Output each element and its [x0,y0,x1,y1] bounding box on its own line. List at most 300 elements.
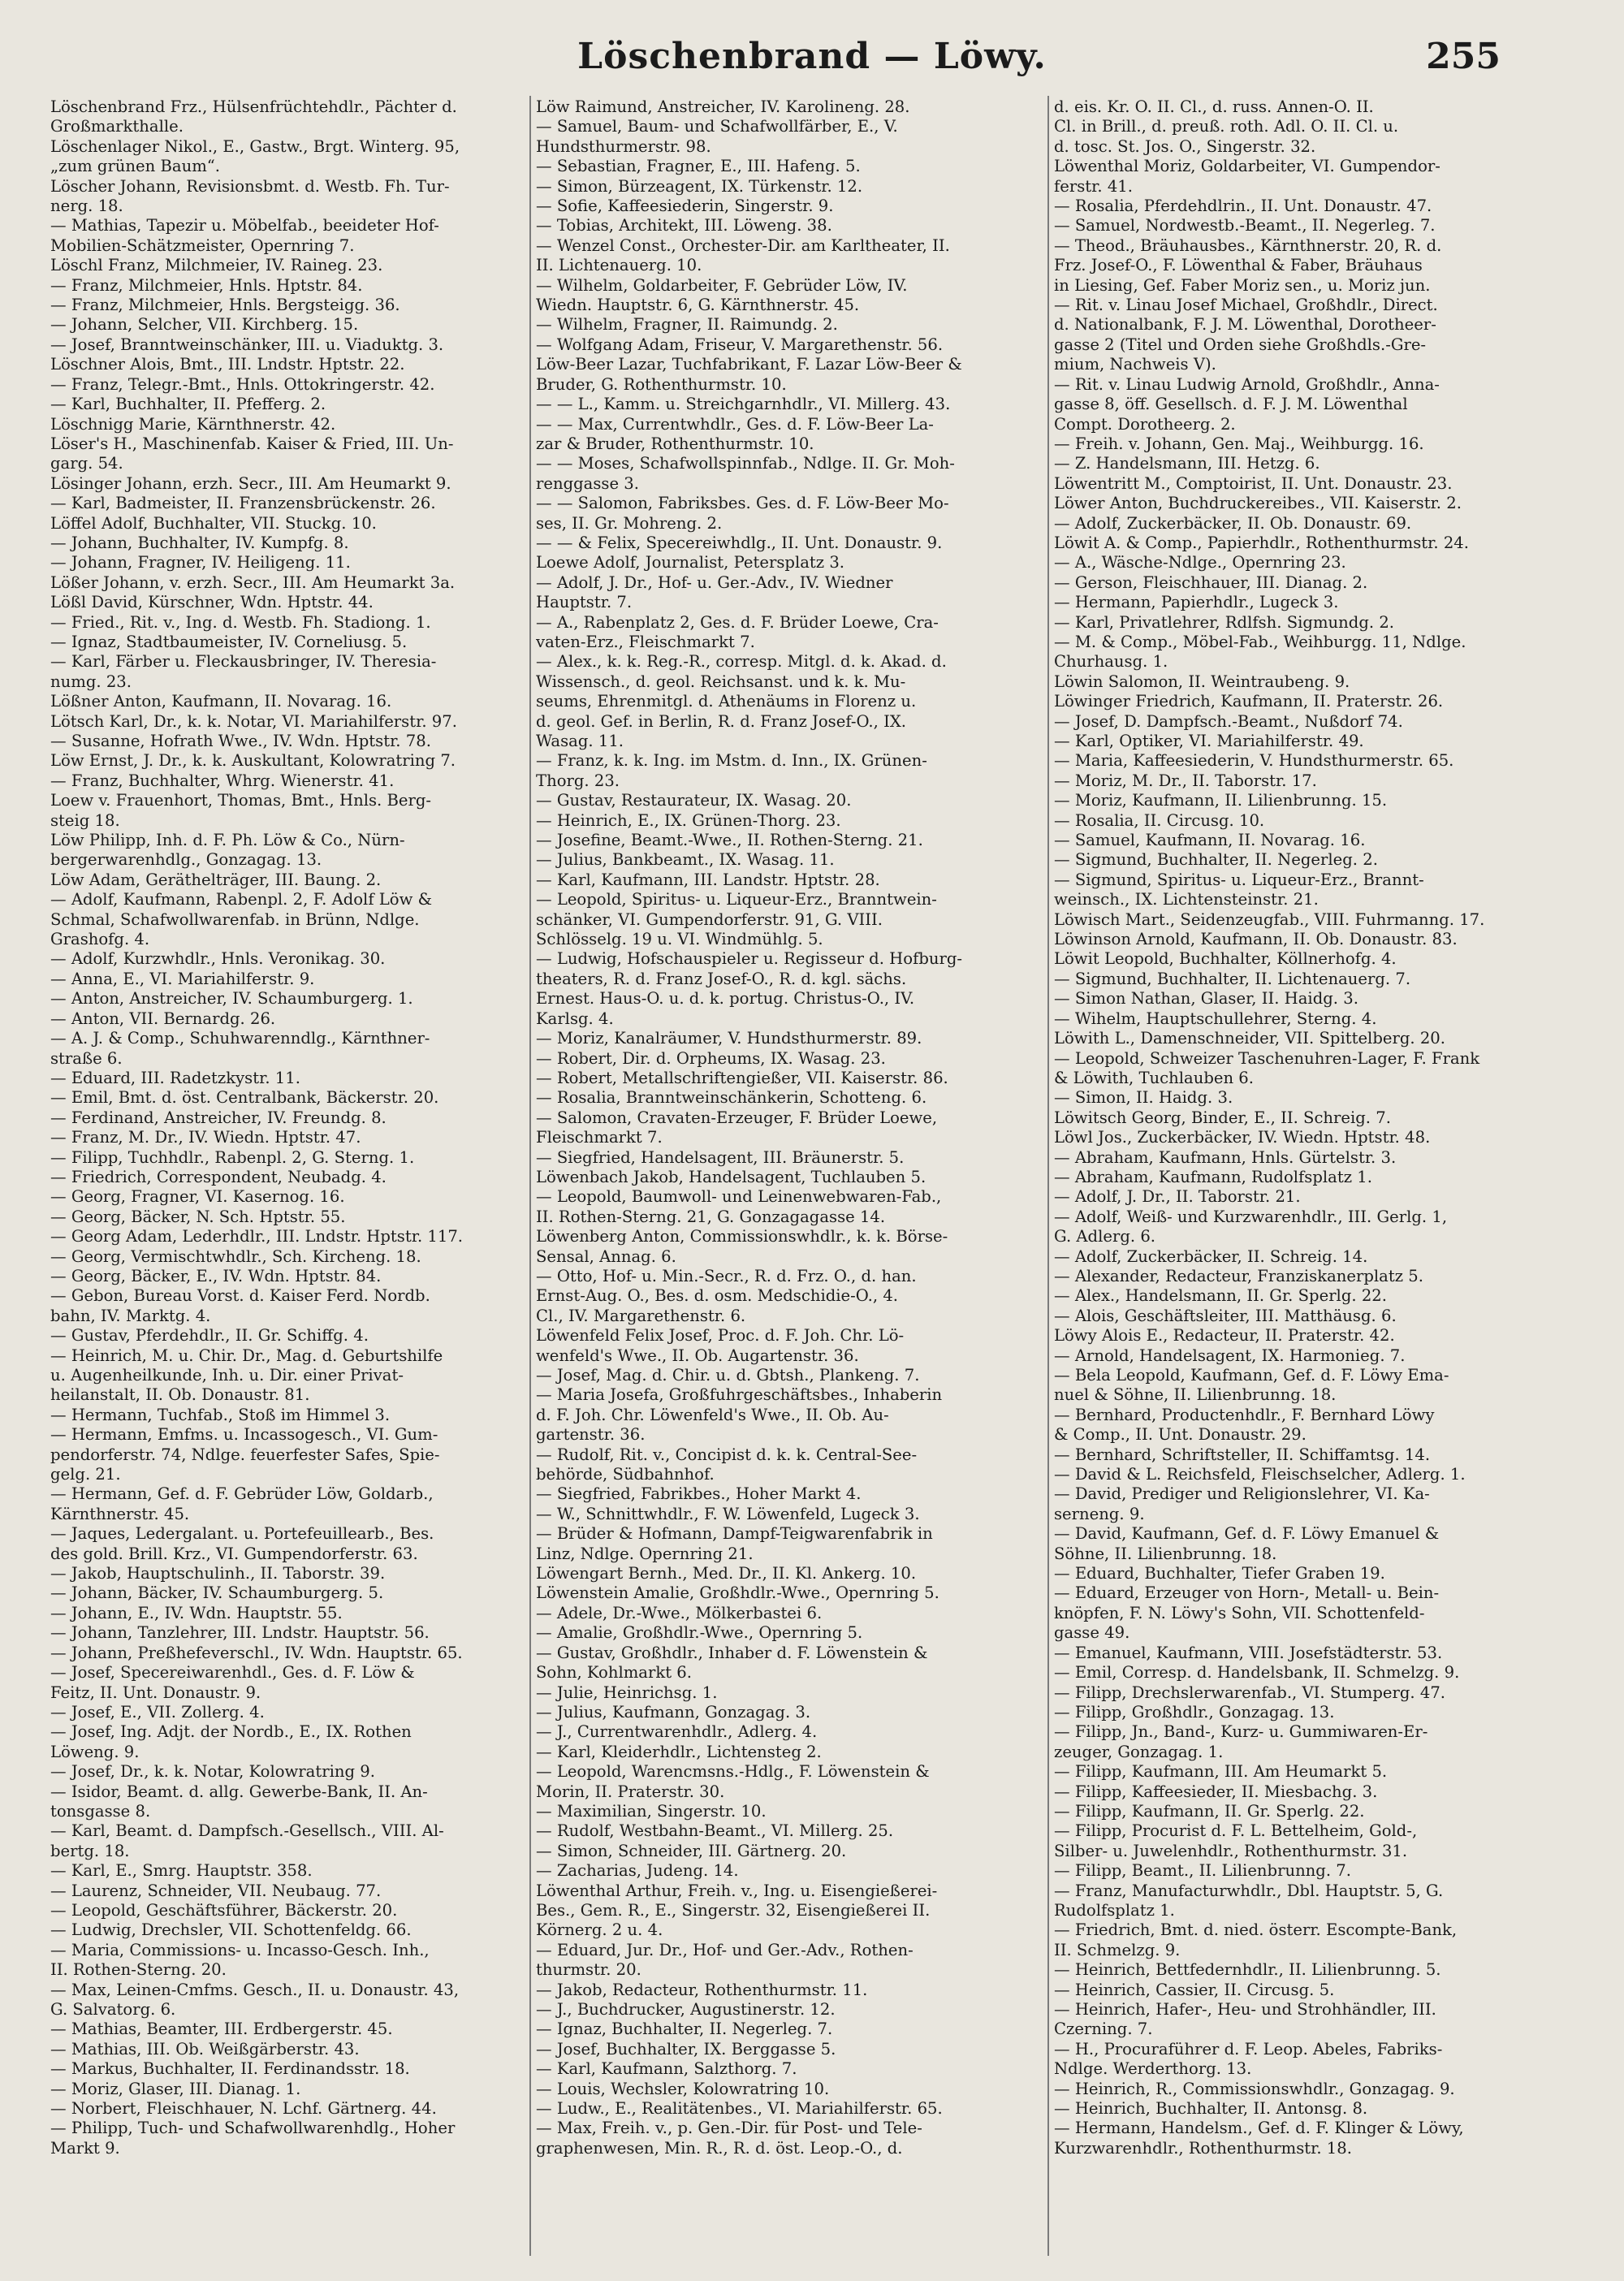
directory-entry-line: — Jaques, Ledergalant. u. Portefeuillearb., Bes. [50,1524,434,1544]
directory-entry-line: Löwit A. & Comp., Papierhdlr., Rothenthurmstr. 24. [1054,533,1469,552]
directory-entry-line: — Karl, Buchhalter, II. Pfefferg. 2. [50,395,326,414]
directory-entry-line: — Georg Adam, Lederhdlr., III. Lndstr. Hptstr. 117. [50,1227,464,1246]
directory-entry-line: Morin, II. Praterstr. 30. [536,1782,725,1801]
directory-entry-line: — Salomon, Cravaten-Erzeuger, F. Brüder Loewe, [536,1108,938,1127]
directory-entry-line: Löwinson Arnold, Kaufmann, II. Ob. Donaustr. 83. [1054,930,1458,949]
directory-entry-line: heilanstalt, II. Ob. Donaustr. 81. [50,1385,310,1405]
directory-entry-line: — Georg, Bäcker, E., IV. Wdn. Hptstr. 84. [50,1266,382,1285]
directory-entry-line: Löser's H., Maschinenfab. Kaiser & Fried, III. Un- [50,434,454,453]
directory-entry-line: Ernst-Aug. O., Bes. d. osm. Medschidie-O., 4. [536,1286,899,1306]
directory-entry-line: wenfeld's Wwe., II. Ob. Augartenstr. 36. [536,1346,859,1365]
directory-entry-line: — W., Schnittwhdlr., F. W. Löwenfeld, Lugeck 3. [536,1504,920,1523]
directory-entry-line: — Heinrich, E., IX. Grünen-Thorg. 23. [536,810,841,830]
directory-entry-line: Löwenstein Amalie, Großhdlr.-Wwe., Opernring 5. [536,1583,939,1603]
directory-entry-line: Ernest. Haus-O. u. d. k. portug. Christus-O., IV. [536,989,915,1009]
directory-entry-line: — Siegfried, Handelsagent, III. Bräunerstr. 5. [536,1147,905,1167]
directory-entry-line: — Rosalia, Branntweinschänkerin, Schotteng. 6. [536,1088,927,1108]
directory-entry-line: — Karl, Kaufmann, Salzthorg. 7. [536,2059,797,2079]
directory-entry-line: — Sigmund, Spiritus- u. Liqueur-Erz., Brannt- [1054,870,1424,889]
directory-entry-line: — Heinrich, R., Commissionswhdlr., Gonzagag. 9. [1054,2079,1455,2098]
directory-entry-line: — Adolf, Zuckerbäcker, II. Ob. Donaustr. 69. [1054,513,1412,533]
directory-entry-line: — Filipp, Procurist d. F. L. Bettelheim, Gold-, [1054,1821,1418,1841]
directory-entry-line: — Friedrich, Correspondent, Neubadg. 4. [50,1167,387,1186]
directory-entry-line: — Arnold, Handelsagent, IX. Harmonieg. 7. [1054,1346,1406,1365]
directory-entry-line: d. F. Joh. Chr. Löwenfeld's Wwe., II. Ob. Au- [536,1405,889,1424]
directory-entry-line: — Julius, Kaufmann, Gonzagag. 3. [536,1702,811,1722]
directory-entry-line: Lößer Johann, v. erzh. Secr., III. Am Heumarkt 3a. [50,572,456,592]
directory-entry-line: — Eduard, III. Radetzkystr. 11. [50,1068,300,1087]
directory-entry-line: Löwitsch Georg, Binder, E., II. Schreig. 7. [1054,1108,1391,1127]
directory-entry-line: — Josefine, Beamt.-Wwe., II. Rothen-Sterng. 21. [536,831,923,850]
directory-entry-line: Bes., Gem. R., E., Singerstr. 32, Eisengießerei II. [536,1900,931,1920]
directory-entry-line: Löwer Anton, Buchdruckereibes., VII. Kaiserstr. 2. [1054,494,1462,513]
directory-entry-line: — Eduard, Jur. Dr., Hof- und Ger.-Adv., Rothen- [536,1940,914,1959]
directory-entry-line: Rudolfsplatz 1. [1054,1900,1175,1920]
directory-entry-line: numg. 23. [50,672,132,691]
directory-entry-line: — Moriz, Glaser, III. Dianag. 1. [50,2079,301,2098]
directory-entry-line: — Hermann, Papierhdlr., Lugeck 3. [1054,593,1339,612]
directory-entry-line: — Simon, Schneider, III. Gärtnerg. 20. [536,1841,847,1860]
directory-entry-line: mium, Nachweis V). [1054,355,1216,374]
directory-entry-line: Löw Raimund, Anstreicher, IV. Karolineng. 28. [536,97,910,116]
directory-entry-line: Löschnigg Marie, Kärnthnerstr. 42. [50,414,336,434]
directory-entry-line: — Maria, Commissions- u. Incasso-Gesch. Inh., [50,1940,430,1959]
directory-entry-line: — Johann, Preßhefeverschl., IV. Wdn. Hauptstr. 65. [50,1643,463,1662]
directory-entry-line: — Josef, Ing. Adjt. der Nordb., E., IX. Rothen [50,1722,412,1742]
directory-entry-line: Schmal, Schafwollwarenfab. in Brünn, Ndlge. [50,909,420,929]
directory-entry-line: Löwentritt M., Comptoirist, II. Unt. Donaustr. 23. [1054,473,1453,493]
directory-entry-line: — Josef, Branntweinschänker, III. u. Viaduktg. 3. [50,335,444,354]
directory-entry-line: — Jakob, Hauptschulinh., II. Taborstr. 39. [50,1564,386,1583]
directory-entry-line: Lößl David, Kürschner, Wdn. Hptstr. 44. [50,593,374,612]
directory-entry-line: — Simon, Bürzeagent, IX. Türkenstr. 12. [536,176,863,196]
directory-entry-line: d. geol. Gef. in Berlin, R. d. Franz Josef-O., IX. [536,711,907,731]
directory-entry-line: — Gustav, Pferdehdlr., II. Gr. Schiffg. 4. [50,1326,369,1346]
directory-entry-line: — Karl, Beamt. d. Dampfsch.-Gesellsch., VIII. Al- [50,1821,444,1841]
directory-entry-line: — Tobias, Architekt, III. Löweng. 38. [536,216,832,235]
directory-entry-line: — Mathias, III. Ob. Weißgärberstr. 43. [50,2039,360,2059]
directory-entry-line: — Ludwig, Hofschauspieler u. Regisseur d. Hofburg- [536,949,963,969]
directory-entry-line: — Georg, Bäcker, N. Sch. Hptstr. 55. [50,1207,346,1226]
directory-entry-line: — Karl, E., Smrg. Hauptstr. 358. [50,1861,313,1881]
directory-entry-line: gelg. 21. [50,1465,121,1484]
directory-entry-line: vaten-Erz., Fleischmarkt 7. [536,632,755,651]
directory-entry-line: — Leopold, Geschäftsführer, Bäckerstr. 20. [50,1900,398,1920]
directory-entry-line: — Wilhelm, Goldarbeiter, F. Gebrüder Löw, IV. [536,275,908,295]
directory-entry-line: — Alex., k. k. Reg.-R., corresp. Mitgl. d. k. Akad. d. [536,652,947,672]
directory-entry-line: — Anton, Anstreicher, IV. Schaumburgerg. 1. [50,989,413,1009]
directory-entry-line: — Johann, E., IV. Wdn. Hauptstr. 55. [50,1603,343,1622]
directory-entry-line: — Amalie, Großhdlr.-Wwe., Opernring 5. [536,1623,863,1643]
directory-entry-line: nerg. 18. [50,197,123,216]
directory-entry-line: Löwenbach Jakob, Handelsagent, Tuchlauben 5. [536,1167,926,1186]
directory-entry-line: — Heinrich, Hafer-, Heu- und Strohhändler, III. [1054,2000,1436,2019]
directory-entry-line: — H., Procuraführer d. F. Leop. Abeles, Fabriks- [1054,2039,1443,2059]
directory-entry-line: Czerning. 7. [1054,2020,1153,2039]
directory-entry-line: — Freih. v. Johann, Gen. Maj., Weihburgg. 16. [1054,434,1424,453]
directory-entry-line: weinsch., IX. Lichtensteinstr. 21. [1054,890,1319,909]
directory-entry-line: & Comp., II. Unt. Donaustr. 29. [1054,1425,1307,1445]
directory-entry-line: — Adele, Dr.-Wwe., Mölkerbastei 6. [536,1603,823,1622]
directory-entry-line: — Sigmund, Buchhalter, II. Lichtenauerg. 7. [1054,969,1411,988]
directory-entry-line: II. Lichtenauerg. 10. [536,256,702,275]
directory-entry-line: zeuger, Gonzagag. 1. [1054,1742,1224,1761]
directory-entry-line: — Heinrich, Buchhalter, II. Antonsg. 8. [1054,2099,1368,2119]
directory-entry-line: — Heinrich, M. u. Chir. Dr., Mag. d. Geburtshilfe [50,1346,443,1365]
directory-entry-line: — — & Felix, Specereiwhdlg., II. Unt. Donaustr. 9. [536,533,943,552]
directory-entry-line: Löw Adam, Geräthelträger, III. Baung. 2. [50,870,382,889]
directory-entry-line: nuel & Söhne, II. Lilienbrunng. 18. [1054,1385,1337,1405]
directory-entry-line: — Samuel, Nordwestb.-Beamt., II. Negerleg. 7. [1054,216,1436,235]
directory-entry-line: Wiedn. Hauptstr. 6, G. Kärnthnerstr. 45. [536,296,860,315]
directory-entry-line: G. Adlerg. 6. [1054,1227,1156,1246]
directory-entry-line: — Jakob, Redacteur, Rothenthurmstr. 11. [536,1980,868,1999]
directory-entry-line: bergerwarenhdlg., Gonzagag. 13. [50,850,322,870]
directory-entry-line: — Susanne, Hofrath Wwe., IV. Wdn. Hptstr. 78. [50,732,431,750]
directory-entry-line: seums, Ehrenmitgl. d. Athenäums in Florenz u. [536,692,917,711]
directory-entry-line: & Löwith, Tuchlauben 6. [1054,1068,1254,1087]
directory-entry-line: — Filipp, Jn., Band-, Kurz- u. Gummiwaren-Er- [1054,1722,1428,1742]
directory-entry-line: — Johann, Fragner, IV. Heiligeng. 11. [50,553,351,572]
directory-entry-line: Großmarkthalle. [50,117,184,136]
directory-entry-line: — — Max, Currentwhdlr., Ges. d. F. Löw-Beer La- [536,414,934,434]
directory-entry-line: serneng. 9. [1054,1504,1145,1523]
directory-entry-line: — Simon Nathan, Glaser, II. Haidg. 3. [1054,989,1358,1009]
directory-entry-line: — Sebastian, Fragner, E., III. Hafeng. 5. [536,157,861,176]
directory-entry-line: Karlsg. 4. [536,1009,614,1028]
directory-entry-line: — Johann, Selcher, VII. Kirchberg. 15. [50,315,359,335]
directory-entry-line: — Gustav, Restaurateur, IX. Wasag. 20. [536,791,852,810]
directory-entry-line: Löffel Adolf, Buchhalter, VII. Stuckg. 10. [50,513,377,533]
directory-entry-line: Grashofg. 4. [50,930,150,949]
directory-entry-line: Löwit Leopold, Buchhalter, Köllnerhofg. 4. [1054,949,1397,969]
directory-entry-line: — Wolfgang Adam, Friseur, V. Margarethenstr. 56. [536,335,944,354]
directory-entry-line: — Johann, Tanzlehrer, III. Lndstr. Hauptstr. 56. [50,1623,430,1643]
directory-entry-line: garg. 54. [50,454,123,473]
directory-entry-line: d. Nationalbank, F. J. M. Löwenthal, Dorotheer- [1054,315,1436,335]
directory-entry-line: theaters, R. d. Franz Josef-O., R. d. kgl. sächs. [536,969,907,988]
directory-entry-line: — Norbert, Fleischhauer, N. Lchf. Gärtnerg. 44. [50,2099,437,2119]
directory-entry-line: — Bela Leopold, Kaufmann, Gef. d. F. Löwy Ema- [1054,1366,1449,1385]
directory-column-1 [50,97,513,2257]
directory-entry-line: — Karl, Optiker, VI. Mariahilferstr. 49. [1054,732,1364,750]
directory-entry-line: — Laurenz, Schneider, VII. Neubaug. 77. [50,1881,382,1900]
page-header [0,36,1624,93]
directory-entry-line: — Gustav, Großhdlr., Inhaber d. F. Löwenstein & [536,1643,928,1662]
directory-entry-line: — Josef, D. Dampfsch.-Beamt., Nußdorf 74. [1054,711,1403,731]
directory-entry-line: — M. & Comp., Möbel-Fab., Weihburgg. 11, Ndlge. [1054,632,1466,651]
directory-entry-line: — Filipp, Großhdlr., Gonzagag. 13. [1054,1702,1335,1722]
directory-entry-line: Löwenfeld Felix Josef, Proc. d. F. Joh. Chr. Lö- [536,1326,905,1346]
directory-entry-line: — A. J. & Comp., Schuhwarenndlg., Kärnthner- [50,1029,430,1048]
directory-entry-line: — J., Buchdrucker, Augustinerstr. 12. [536,2000,836,2019]
directory-entry-line: — David & L. Reichsfeld, Fleischselcher, Adlerg. 1. [1054,1465,1466,1484]
directory-entry-line: — Ludw., E., Realitätenbes., VI. Mariahilferstr. 65. [536,2099,943,2119]
directory-entry-line: — Josef, Dr., k. k. Notar, Kolowratring 9. [50,1762,375,1782]
directory-entry-line: — Rit. v. Linau Ludwig Arnold, Großhdlr., Anna- [1054,374,1440,394]
directory-entry-line: Löwith L., Damenschneider, VII. Spittelberg. 20. [1054,1029,1445,1048]
directory-entry-line: bertg. 18. [50,1841,130,1860]
directory-entry-line: Löwenberg Anton, Commissionswhdlr., k. k. Börse- [536,1227,948,1246]
directory-entry-line: — Josef, Specereiwarenhdl., Ges. d. F. Löw & [50,1663,415,1683]
directory-entry-line: — Rosalia, II. Circusg. 10. [1054,810,1265,830]
directory-entry-line: — Leopold, Spiritus- u. Liqueur-Erz., Branntwein- [536,890,937,909]
directory-entry-line: Feitz, II. Unt. Donaustr. 9. [50,1683,261,1702]
directory-entry-line: — Franz, M. Dr., IV. Wiedn. Hptstr. 47. [50,1128,361,1147]
directory-entry-line: — Z. Handelsmann, III. Hetzg. 6. [1054,454,1320,473]
directory-entry-line: Löschl Franz, Milchmeier, IV. Raineg. 23. [50,256,383,275]
directory-entry-line: gartenstr. 36. [536,1425,646,1445]
directory-entry-line: in Liesing, Gef. Faber Moriz sen., u. Moriz jun. [1054,275,1431,295]
column-divider [529,96,531,2256]
directory-entry-line: Cl., IV. Margarethenstr. 6. [536,1306,746,1325]
directory-entry-line: — Wihelm, Hauptschullehrer, Sterng. 4. [1054,1009,1377,1028]
directory-entry-line: gasse 8, öff. Gesellsch. d. F. J. M. Löwenthal [1054,395,1408,414]
directory-entry-line: — Rosalia, Pferdehdlrin., II. Unt. Donaustr. 47. [1054,197,1432,216]
directory-entry-line: — Theod., Bräuhausbes., Kärnthnerstr. 20, R. d. [1054,235,1442,255]
directory-entry-line: — Leopold, Baumwoll- und Leinenwebwaren-Fab., [536,1187,942,1207]
directory-entry-line: — Emil, Bmt. d. öst. Centralbank, Bäckerstr. 20. [50,1088,439,1108]
directory-entry-line: Löwin Salomon, II. Weintraubeng. 9. [1054,672,1350,691]
directory-entry-line: — A., Rabenplatz 2, Ges. d. F. Brüder Loewe, Cra- [536,612,939,632]
directory-entry-line: — Max, Leinen-Cmfms. Gesch., II. u. Donaustr. 43, [50,1980,460,1999]
directory-entry-line: — Isidor, Beamt. d. allg. Gewerbe-Bank, II. An- [50,1782,428,1801]
directory-entry-line: — Emanuel, Kaufmann, VIII. Josefstädterstr. 53. [1054,1643,1443,1662]
directory-entry-line: — Maria Josefa, Großfuhrgeschäftsbes., Inhaberin [536,1385,943,1405]
directory-entry-line: des gold. Brill. Krz., VI. Gumpendorferstr. 63. [50,1544,418,1563]
directory-entry-line: Löscher Johann, Revisionsbmt. d. Westb. Fh. Tur- [50,176,450,196]
directory-entry-line: — Max, Freih. v., p. Gen.-Dir. für Post- und Tele- [536,2119,922,2138]
directory-column-2 [536,97,1056,2257]
directory-entry-line: — Josef, Buchhalter, IX. Berggasse 5. [536,2039,836,2059]
directory-column-3 [1054,97,1541,2257]
directory-entry-line: — Simon, II. Haidg. 3. [1054,1088,1233,1108]
directory-entry-line: Löwl Jos., Zuckerbäcker, IV. Wiedn. Hptstr. 48. [1054,1128,1431,1147]
directory-entry-line: Linz, Ndlge. Opernring 21. [536,1544,754,1563]
directory-entry-line: — Karl, Privatlehrer, Rdlfsh. Sigmundg. 2. [1054,612,1395,632]
directory-entry-line: — Ignaz, Stadtbaumeister, IV. Corneliusg. 5. [50,632,408,651]
directory-entry-line: Löschenlager Nikol., E., Gastw., Brgt. Winterg. 95, [50,136,460,156]
directory-entry-line: — Maximilian, Singerstr. 10. [536,1801,767,1821]
directory-entry-line: — Hermann, Emfms. u. Incassogesch., VI. Gum- [50,1425,438,1445]
directory-entry-line: — Gerson, Fleischhauer, III. Dianag. 2. [1054,572,1368,592]
directory-entry-line: — Heinrich, Cassier, II. Circusg. 5. [1054,1980,1335,1999]
directory-entry-line: — Hermann, Gef. d. F. Gebrüder Löw, Goldarb., [50,1484,434,1504]
directory-entry-line: — Mathias, Tapezir u. Möbelfab., beeideter Hof- [50,216,439,235]
directory-entry-line: Kärnthnerstr. 45. [50,1504,190,1523]
directory-entry-line: — — Salomon, Fabriksbes. Ges. d. F. Löw-Beer Mo- [536,494,949,513]
directory-entry-line: — Fried., Rit. v., Ing. d. Westb. Fh. Stadiong. 1. [50,612,431,632]
directory-entry-line: II. Rothen-Sterng. 20. [50,1960,227,1980]
directory-entry-line: Sohn, Kohlmarkt 6. [536,1663,693,1683]
directory-entry-line: — Josef, Mag. d. Chir. u. d. Gbtsh., Plankeng. 7. [536,1366,920,1385]
directory-entry-line: — Moriz, Kanalräumer, V. Hundsthurmerstr. 89. [536,1029,922,1048]
directory-entry-line: — Ignaz, Buchhalter, II. Negerleg. 7. [536,2020,833,2039]
directory-entry-line: — Hermann, Tuchfab., Stoß im Himmel 3. [50,1405,391,1424]
directory-entry-line: — Eduard, Buchhalter, Tiefer Graben 19. [1054,1564,1385,1583]
directory-entry-line: renggasse 3. [536,473,639,493]
directory-entry-line: steig 18. [50,810,120,830]
directory-entry-line: — Wenzel Const., Orchester-Dir. am Karltheater, II. [536,235,950,255]
directory-entry-line: — Karl, Kleiderhdlr., Lichtensteg 2. [536,1742,822,1761]
directory-entry-line: schänker, VI. Gumpendorferstr. 91, G. VIII. [536,909,883,929]
directory-entry-line: — Rudolf, Rit. v., Concipist d. k. k. Central-See- [536,1445,918,1464]
directory-entry-line: behörde, Südbahnhof. [536,1465,715,1484]
directory-entry-line: Löw Philipp, Inh. d. F. Ph. Löw & Co., Nürn- [50,831,405,850]
directory-entry-line: thurmstr. 20. [536,1960,641,1980]
directory-entry-line: graphenwesen, Min. R., R. d. öst. Leop.-O., d. [536,2138,903,2158]
directory-entry-line: „zum grünen Baum“. [50,157,221,176]
directory-entry-line: d. eis. Kr. O. II. Cl., d. russ. Annen-O. II. [1054,97,1374,116]
directory-entry-line: — Ferdinand, Anstreicher, IV. Freundg. 8. [50,1108,387,1127]
directory-entry-line: Compt. Dorotheerg. 2. [1054,414,1236,434]
directory-entry-line: Mobilien-Schätzmeister, Opernring 7. [50,235,355,255]
directory-entry-line: Schlösselg. 19 u. VI. Windmühlg. 5. [536,930,823,949]
directory-entry-line: tonsgasse 8. [50,1801,151,1821]
directory-entry-line: — Filipp, Kaufmann, III. Am Heumarkt 5. [1054,1762,1388,1782]
directory-entry-line: — Abraham, Kaufmann, Rudolfsplatz 1. [1054,1167,1372,1186]
directory-entry-line: bahn, IV. Marktg. 4. [50,1306,211,1325]
directory-entry-line: — Alex., Handelsmann, II. Gr. Sperlg. 22. [1054,1286,1387,1306]
directory-entry-line: — Georg, Fragner, VI. Kasernog. 16. [50,1187,345,1207]
directory-entry-line: — Moriz, M. Dr., II. Taborstr. 17. [1054,771,1317,790]
directory-entry-line: Wasag. 11. [536,732,624,750]
directory-entry-line: Loewe Adolf, Journalist, Petersplatz 3. [536,553,845,572]
directory-entry-line: — Josef, E., VII. Zollerg. 4. [50,1702,265,1722]
directory-entry-line: — Rit. v. Linau Josef Michael, Großhdlr., Direct. [1054,296,1438,315]
directory-entry-line: — Louis, Wechsler, Kolowratring 10. [536,2079,830,2098]
directory-entry-line: — Bernhard, Productenhdlr., F. Bernhard Löwy [1054,1405,1435,1424]
directory-entry-line: — Adolf, Kaufmann, Rabenpl. 2, F. Adolf Löw & [50,890,433,909]
directory-entry-line: — Adolf, Zuckerbäcker, II. Schreig. 14. [1054,1246,1368,1266]
directory-entry-line: — Friedrich, Bmt. d. nied. österr. Escompte-Bank, [1054,1920,1458,1940]
directory-entry-line: — Franz, Manufacturwhdlr., Dbl. Hauptstr. 5, G. [1054,1881,1444,1900]
directory-entry-line: — Markus, Buchhalter, II. Ferdinandsstr. 18. [50,2059,410,2079]
directory-entry-line: — Sofie, Kaffeesiederin, Singerstr. 9. [536,197,834,216]
directory-entry-line: — Gebon, Bureau Vorst. d. Kaiser Ferd. Nordb. [50,1286,430,1306]
directory-entry-line: — Leopold, Warencmsns.-Hdlg., F. Löwenstein & [536,1762,930,1782]
directory-entry-line: Cl. in Brill., d. preuß. roth. Adl. O. II. Cl. u. [1054,117,1399,136]
directory-entry-line: — Julie, Heinrichsg. 1. [536,1683,718,1702]
directory-entry-line: ses, II. Gr. Mohreng. 2. [536,513,723,533]
directory-entry-line: — Franz, Milchmeier, Hnls. Bergsteigg. 36. [50,296,400,315]
directory-entry-line: Hundsthurmerstr. 98. [536,136,711,156]
directory-entry-line: — David, Kaufmann, Gef. d. F. Löwy Emanuel & [1054,1524,1440,1544]
directory-entry-line: Löwengart Bernh., Med. Dr., II. Kl. Ankerg. 10. [536,1564,917,1583]
directory-entry-line: — Adolf, J. Dr., II. Taborstr. 21. [1054,1187,1301,1207]
directory-entry-line: — Filipp, Kaufmann, II. Gr. Sperlg. 22. [1054,1801,1365,1821]
directory-entry-line: Kurzwarenhdlr., Rothenthurmstr. 18. [1054,2138,1352,2158]
directory-entry-line: — Alois, Geschäftsleiter, III. Matthäusg. 6. [1054,1306,1397,1325]
directory-entry-line: — Adolf, J. Dr., Hof- u. Ger.-Adv., IV. Wiedner [536,572,893,592]
directory-entry-line: Löwinger Friedrich, Kaufmann, II. Praterstr. 26. [1054,692,1444,711]
directory-entry-line: — Otto, Hof- u. Min.-Secr., R. d. Frz. O., d. han. [536,1266,917,1285]
directory-entry-line: — Adolf, Kurzwhdlr., Hnls. Veronikag. 30. [50,949,386,969]
directory-entry-line: — Wilhelm, Fragner, II. Raimundg. 2. [536,315,838,335]
directory-entry-line: Lötsch Karl, Dr., k. k. Notar, VI. Mariahilferstr. 97. [50,711,457,731]
directory-entry-line: u. Augenheilkunde, Inh. u. Dir. einer Privat- [50,1366,404,1385]
directory-entry-line: — Heinrich, Bettfedernhdlr., II. Lilienbrunng. 5. [1054,1960,1441,1980]
directory-entry-line: Löwy Alois E., Redacteur, II. Praterstr. 42. [1054,1326,1395,1346]
directory-entry-line: Wissensch., d. geol. Reichsanst. und k. k. Mu- [536,672,906,691]
directory-entry-line: straße 6. [50,1048,123,1068]
directory-entry-line: — Leopold, Schweizer Taschenuhren-Lager, F. Frank [1054,1048,1480,1068]
directory-entry-line: Churhausg. 1. [1054,652,1168,672]
directory-entry-line: — David, Prediger und Religionslehrer, VI. Ka- [1054,1484,1430,1504]
directory-entry-line: Löwisch Mart., Seidenzeugfab., VIII. Fuhrmanng. 17. [1054,909,1485,929]
directory-entry-line: — Zacharias, Judeng. 14. [536,1861,739,1881]
directory-entry-line: — Robert, Dir. d. Orpheums, IX. Wasag. 23. [536,1048,886,1068]
directory-entry-line: — Filipp, Drechslerwarenfab., VI. Stumperg. 47. [1054,1683,1446,1702]
directory-entry-line: — Samuel, Kaufmann, II. Novarag. 16. [1054,831,1366,850]
directory-entry-line: Lösinger Johann, erzh. Secr., III. Am Heumarkt 9. [50,473,451,493]
directory-entry-line: Bruder, G. Rothenthurmstr. 10. [536,374,787,394]
directory-entry-line: Thorg. 23. [536,771,620,790]
directory-entry-line: — Robert, Metallschriftengießer, VII. Kaiserstr. 86. [536,1068,948,1087]
directory-entry-line: G. Salvatorg. 6. [50,2000,176,2019]
directory-entry-line: — Franz, Milchmeier, Hnls. Hptstr. 84. [50,275,363,295]
directory-entry-line: Löw-Beer Lazar, Tuchfabrikant, F. Lazar Löw-Beer & [536,355,962,374]
directory-entry-line: — Filipp, Kaffeesieder, II. Miesbachg. 3. [1054,1782,1378,1801]
directory-entry-line: — Maria, Kaffeesiederin, V. Hundsthurmerstr. 65. [1054,751,1454,771]
directory-entry-line: — Anna, E., VI. Mariahilferstr. 9. [50,969,315,988]
directory-entry-line: — Hermann, Handelsm., Gef. d. F. Klinger & Löwy, [1054,2119,1464,2138]
directory-entry-line: — — L., Kamm. u. Streichgarnhdlr., VI. Millerg. 43. [536,395,951,414]
directory-entry-line: Ndlge. Werderthorg. 13. [1054,2059,1252,2079]
directory-entry-line: d. tosc. St. Jos. O., Singerstr. 32. [1054,136,1316,156]
directory-entry-line: Hauptstr. 7. [536,593,633,612]
directory-entry-line: Fleischmarkt 7. [536,1128,663,1147]
directory-entry-line: Sensal, Annag. 6. [536,1246,676,1266]
directory-entry-line: — Georg, Vermischtwhdlr., Sch. Kircheng. 18. [50,1246,421,1266]
directory-entry-line: Loew v. Frauenhort, Thomas, Bmt., Hnls. Berg- [50,791,431,810]
directory-entry-line: — Anton, VII. Bernardg. 26. [50,1009,276,1028]
directory-entry-line: Frz. Josef-O., F. Löwenthal & Faber, Bräuhaus [1054,256,1423,275]
directory-entry-line: — Ludwig, Drechsler, VII. Schottenfeldg. 66. [50,1920,412,1940]
directory-entry-line: — Samuel, Baum- und Schafwollfärber, E., V. [536,117,898,136]
page-number: 255 [1426,36,1501,77]
directory-entry-line: — Julius, Bankbeamt., IX. Wasag. 11. [536,850,835,870]
directory-entry-line: — Filipp, Tuchhdlr., Rabenpl. 2, G. Sterng. 1. [50,1147,415,1167]
directory-entry-line: — Franz, Telegr.-Bmt., Hnls. Ottokringerstr. 42. [50,374,435,394]
directory-entry-line: Löw Ernst, J. Dr., k. k. Auskultant, Kolowratring 7. [50,751,456,771]
directory-entry-line: II. Schmelzg. 9. [1054,1940,1181,1959]
directory-entry-line: ferstr. 41. [1054,176,1133,196]
directory-entry-line: — Bernhard, Schriftsteller, II. Schiffamtsg. 14. [1054,1445,1431,1464]
directory-entry-line: Löschenbrand Frz., Hülsenfrüchtehdlr., Pächter d. [50,97,457,116]
directory-entry-line: Löschner Alois, Bmt., III. Lndstr. Hptstr. 22. [50,355,405,374]
directory-entry-line: II. Rothen-Sterng. 21, G. Gonzagagasse 14. [536,1207,886,1226]
directory-entry-line: — Brüder & Hofmann, Dampf-Teigwarenfabrik in [536,1524,933,1544]
directory-entry-line: — Karl, Kaufmann, III. Landstr. Hptstr. 28. [536,870,880,889]
directory-entry-line: — Johann, Buchhalter, IV. Kumpfg. 8. [50,533,349,552]
directory-entry-line: gasse 2 (Titel und Orden siehe Großhdls.-Gre- [1054,335,1427,354]
directory-entry-line: — Alexander, Redacteur, Franziskanerplatz 5. [1054,1266,1423,1285]
directory-entry-line: — Adolf, Weiß- und Kurzwarenhdlr., III. Gerlg. 1, [1054,1207,1448,1226]
directory-entry-line: — Karl, Badmeister, II. Franzensbrückenstr. 26. [50,494,436,513]
directory-entry-line: — Karl, Färber u. Fleckausbringer, IV. Theresia- [50,652,437,672]
directory-entry-line: — Mathias, Beamter, III. Erdbergerstr. 45. [50,2020,393,2039]
directory-entry-line: Löweng. 9. [50,1742,140,1761]
directory-entry-line: — Sigmund, Buchhalter, II. Negerleg. 2. [1054,850,1378,870]
directory-entry-line: — A., Wäsche-Ndlge., Opernring 23. [1054,553,1346,572]
directory-entry-line: Markt 9. [50,2138,120,2158]
directory-entry-line: — Philipp, Tuch- und Schafwollwarenhdlg., Hoher [50,2119,456,2138]
directory-entry-line: — Siegfried, Fabrikbes., Hoher Markt 4. [536,1484,862,1504]
directory-entry-line: — — Moses, Schafwollspinnfab., Ndlge. II. Gr. Moh- [536,454,955,473]
directory-entry-line: Lößner Anton, Kaufmann, II. Novarag. 16. [50,692,392,711]
directory-entry-line: — J., Currentwarenhdlr., Adlerg. 4. [536,1722,818,1742]
